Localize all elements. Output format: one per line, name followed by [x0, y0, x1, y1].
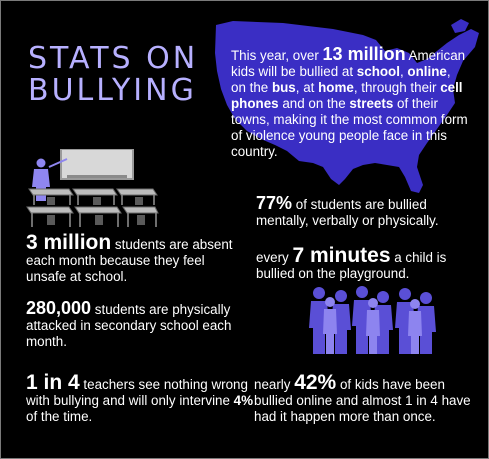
- stat-absent: 3 million students are absent each month because they feel unsafe at school.: [26, 231, 233, 284]
- stat-online: nearly 42% of kids have been bullied online and almost 1 in 4 have had it happen more than once.: [254, 371, 471, 424]
- stat-teachers: 1 in 4 teachers see nothing wrong with bullying and will only intervine 4% of the time.: [26, 371, 254, 424]
- stat-minutes-figure: 7 minutes: [292, 244, 391, 267]
- intro-figure: 13 million: [322, 44, 406, 64]
- classroom-icon: [23, 149, 159, 229]
- page-title: [28, 43, 198, 107]
- intro-text: This year, over 13 million American kids will be bullied at school, online, on the bus, at home, through their cell phones and on the streets of their towns, making it the most common form of violence young people face in this country.: [231, 44, 468, 159]
- stat-attacked-figure: 280,000: [26, 298, 92, 318]
- stat-absent-figure: 3 million: [26, 231, 112, 254]
- stat-bullied-figure: 77%: [256, 193, 293, 213]
- stat-teachers-percent: 4%: [233, 393, 254, 408]
- stat-attacked: 280,000 students are physically attacked in secondary school each month.: [26, 298, 232, 349]
- title-line-2: BULLYING: [28, 73, 197, 108]
- title-line-1: STATS ON: [28, 41, 199, 76]
- crowd-silhouette-icon: [301, 284, 441, 356]
- stat-bullied: 77% of students are bullied mentally, verbally or physically.: [256, 193, 439, 228]
- stat-online-figure: 42%: [294, 371, 337, 394]
- stat-teachers-figure: 1 in 4: [26, 371, 80, 394]
- stat-minutes: every 7 minutes a child is bullied on the playground.: [256, 244, 447, 281]
